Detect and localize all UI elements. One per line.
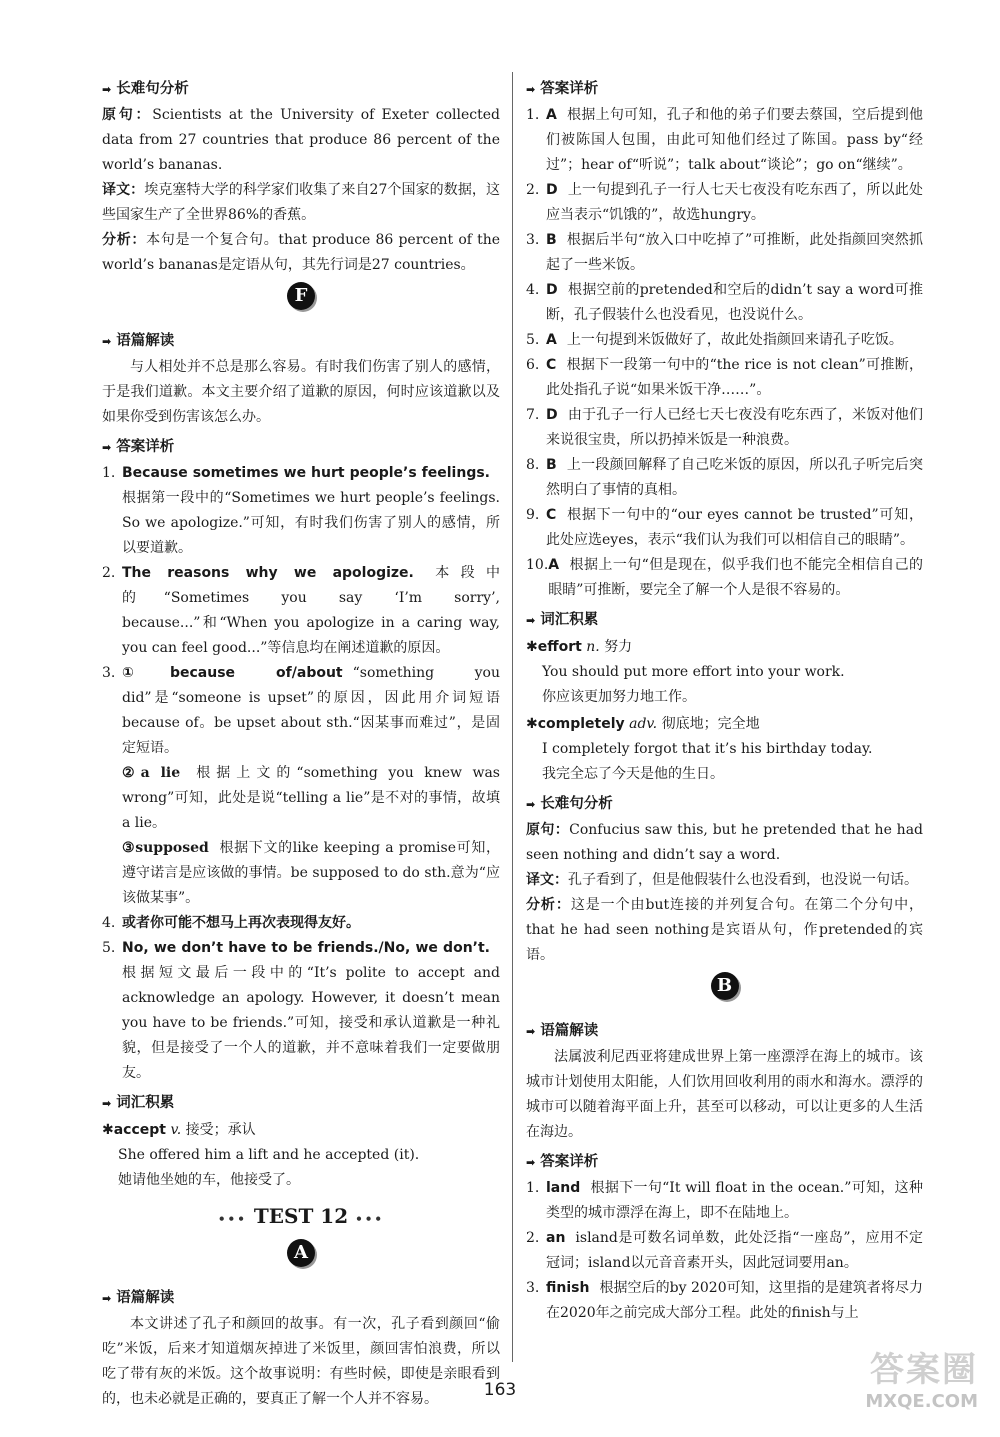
section-heading-discourse: ➡ 语篇解读 bbox=[526, 1023, 599, 1039]
answer-item: 2. D 上一句提到孔子一行人七天七夜没有吃东西了，所以此处应当表示“饥饿的”，故选hungry。 bbox=[526, 182, 923, 223]
arrow-icon: ➡ bbox=[102, 1097, 112, 1110]
answer-subitem: ②a lie 根据上文的“something you knew was wrong”可知，此处是说“telling a lie”是不对的事情，故填a lie。 bbox=[122, 765, 500, 831]
answer-item: 4. D 根据空前的pretended和空后的didn’t say a word可推断，孔子假装什么也没看见，也没说什么。 bbox=[526, 282, 923, 323]
section-heading-vocab: ➡ 词汇积累 bbox=[526, 612, 599, 628]
answer-item: 2. The reasons why we apologize. 本段中的“Sometimes you say ‘I’m sorry’, because...”和“When you apologize in a caring way, you can feel good...”等信息均在阐述道歉的原因。 bbox=[102, 565, 500, 656]
section-heading-answers: ➡ 答案详析 bbox=[526, 1154, 599, 1170]
section-heading-answers: ➡ 答案详析 bbox=[102, 439, 175, 455]
section-heading-answers: ➡ 答案详析 bbox=[526, 81, 599, 97]
asterisk-icon: ✱ bbox=[102, 1122, 114, 1138]
answer-item: 5. A 上一句提到米饭做好了，故此处指颜回来请孔子吃饭。 bbox=[526, 332, 903, 348]
section-heading-discourse: ➡ 语篇解读 bbox=[102, 1290, 175, 1306]
section-badge-a: A bbox=[102, 1239, 500, 1279]
arrow-icon: ➡ bbox=[102, 83, 112, 96]
vocab-entry: ✱completely adv. 彻底地；完全地 I completely forgot that it’s his birthday today. 我完全忘了今天是他的生日。 bbox=[526, 716, 873, 782]
vocab-entry: ✱effort n. 努力 You should put more effort into your work. 你应该更加努力地工作。 bbox=[526, 639, 845, 705]
left-column bbox=[102, 72, 500, 1412]
vocab-entry: ✱accept v. 接受；承认 She offered him a lift and he accepted (it). 她请他坐她的车，他接受了。 bbox=[102, 1122, 420, 1188]
original-sentence: 原句：Scientists at the University of Exeter collected data from 27 countries that produce 86 percent of the world’s bananas. bbox=[102, 107, 500, 173]
section-badge-b: B bbox=[526, 972, 923, 1012]
answer-item: 5. No, we don’t have to be friends./No, we don’t.根据短文最后一段中的“It’s polite to accept and acknowledge an apology. However, it doesn’t mean you have to be friends.”可知，接受和承认道歉是一种礼貌，但是接受了一个人的道歉，并不意味着我们一定要做朋友。 bbox=[102, 940, 500, 1081]
analysis: 分析：这是一个由but连接的并列复合句。在第二个分句中，that he had seen nothing是宾语从句，作pretended的宾语。 bbox=[526, 897, 923, 963]
arrow-icon: ➡ bbox=[526, 1156, 536, 1169]
answer-item: 1. A 根据上句可知，孔子和他的弟子们要去蔡国，空后提到他们被陈国人包围，由此可知他们经过了陈国。pass by“经过”；hear of“听说”；talk about“谈论”；go on“继续”。 bbox=[526, 107, 923, 173]
discourse-text: 法属波利尼西亚将建成世界上第一座漂浮在海上的城市。该城市计划使用太阳能，人们饮用回收利用的雨水和海水。漂浮的城市可以随着海平面上升，甚至可以移动，可以让更多的人生活在海边。 bbox=[526, 1049, 923, 1140]
column-divider bbox=[512, 72, 513, 1362]
answer-item: 1. Because sometimes we hurt people’s feelings.根据第一段中的“Sometimes we hurt people’s feelings. So we apologize.”可知，有时我们伤害了别人的感情，所以要道歉。 bbox=[102, 465, 500, 556]
test-title: ••• TEST 12 ••• bbox=[217, 1204, 385, 1228]
arrow-icon: ➡ bbox=[102, 1292, 112, 1305]
section-heading-discourse: ➡ 语篇解读 bbox=[102, 333, 175, 349]
arrow-icon: ➡ bbox=[102, 441, 112, 454]
arrow-icon: ➡ bbox=[102, 335, 112, 348]
analysis: 分析：本句是一个复合句。that produce 86 percent of the world’s bananas是定语从句，其先行词是27 countries。 bbox=[102, 232, 501, 273]
arrow-icon: ➡ bbox=[526, 1025, 536, 1038]
decorative-dots: ••• bbox=[217, 1212, 247, 1226]
arrow-icon: ➡ bbox=[526, 83, 536, 96]
discourse-text: 与人相处并不总是那么容易。有时我们伤害了别人的感情，于是我们道歉。本文主要介绍了道歉的原因，何时应该道歉以及如果你受到伤害该怎么办。 bbox=[102, 359, 500, 425]
original-sentence: 原句：Confucius saw this, but he pretended that he had seen nothing and didn’t say a word. bbox=[526, 822, 924, 863]
translation: 译文：埃克塞特大学的科学家们收集了来自27个国家的数据，这些国家生产了全世界86%的香蕉。 bbox=[102, 182, 500, 223]
answer-item: 4. 或者你可能不想马上再次表现得友好。 bbox=[102, 915, 360, 931]
answer-item: 7. D 由于孔子一行人已经七天七夜没有吃东西了，米饭对他们来说很宝贵，所以扔掉米饭是一种浪费。 bbox=[526, 407, 923, 448]
answer-item: 8. B 上一段颜回解释了自己吃米饭的原因，所以孔子听完后突然明白了事情的真相。 bbox=[526, 457, 923, 498]
section-heading-long-sentence: ➡ 长难句分析 bbox=[102, 81, 189, 97]
section-heading-long-sentence: ➡ 长难句分析 bbox=[526, 796, 613, 812]
answer-item: 3. finish 根据空后的by 2020可知，这里指的是建筑者将尽力在2020年之前完成大部分工程。此处的finish与上 bbox=[526, 1280, 923, 1321]
translation: 译文：孔子看到了，但是他假装什么也没看到，也没说一句话。 bbox=[526, 872, 918, 888]
arrow-icon: ➡ bbox=[526, 614, 536, 627]
answer-item: 6. C 根据下一段第一句中的“the rice is not clean”可推断，此处指孔子说“如果米饭干净……”。 bbox=[526, 357, 923, 398]
asterisk-icon: ✱ bbox=[526, 716, 538, 732]
answer-item: 3. ①because of/about “something you did”是“someone is upset”的原因，因此用介词短语because of。be upset about sth.“因某事而难过”，是固定短语。 bbox=[102, 665, 500, 756]
section-heading-vocab: ➡ 词汇积累 bbox=[102, 1095, 175, 1111]
answer-item: 10. A 根据上一句“但是现在，似乎我们也不能完全相信自己的眼睛”可推断，要完全了解一个人是很不容易的。 bbox=[526, 557, 923, 598]
section-badge-f: F bbox=[102, 282, 500, 322]
answer-item: 2. an island是可数名词单数，此处泛指“一座岛”，应用不定冠词；island以元音音素开头，因此冠词要用an。 bbox=[526, 1230, 923, 1271]
answer-item: 3. B 根据后半句“放入口中吃掉了”可推断，此处指颜回突然抓起了一些米饭。 bbox=[526, 232, 923, 273]
page-number: 163 bbox=[483, 1380, 517, 1400]
discourse-text: 本文讲述了孔子和颜回的故事。有一次，孔子看到颜回“偷吃”米饭，后来才知道烟灰掉进了米饭里，颜回害怕浪费，所以吃了带有灰的米饭。这个故事说明：有些时候，即使是亲眼看到的，也未必就是正确的，要真正了解一个人并不容易。 bbox=[102, 1316, 500, 1407]
answer-subitem: ③supposed 根据下文的like keeping a promise可知，遵守诺言是应该做的事情。be supposed to do sth.意为“应该做某事”。 bbox=[122, 840, 500, 906]
arrow-icon: ➡ bbox=[526, 798, 536, 811]
decorative-dots: ••• bbox=[355, 1212, 385, 1226]
right-column bbox=[526, 72, 923, 1326]
asterisk-icon: ✱ bbox=[526, 639, 538, 655]
answer-item: 9. C 根据下一句中的“our eyes cannot be trusted”可知，此处应选eyes，表示“我们认为我们可以相信自己的眼睛”。 bbox=[526, 507, 923, 548]
watermark-logo: 答案圈 MXQE.COM bbox=[865, 1350, 978, 1412]
answer-item: 1. land 根据下一句“It will float in the ocean.”可知，这种类型的城市漂浮在海上，即不在陆地上。 bbox=[526, 1180, 923, 1221]
